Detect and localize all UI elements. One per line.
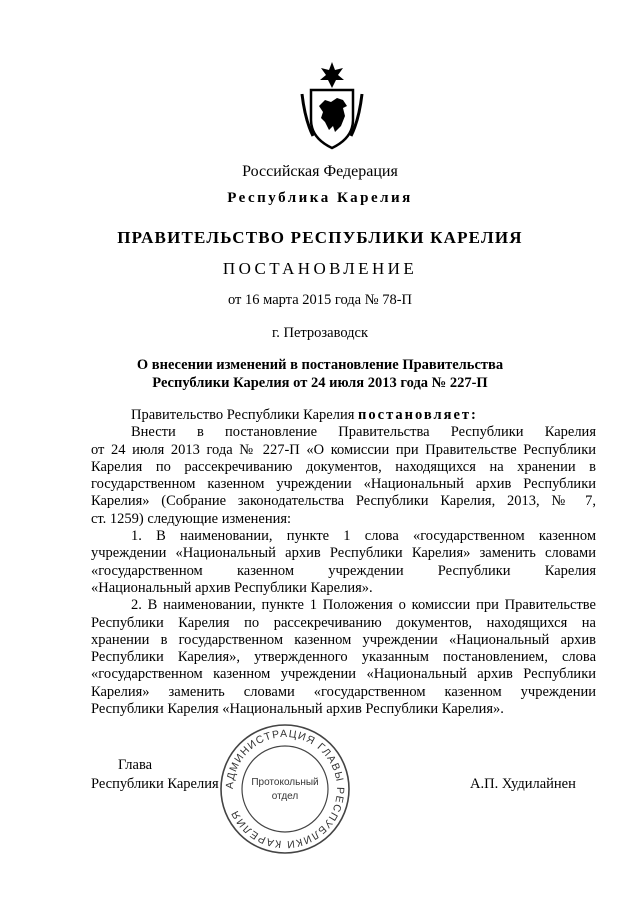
body-line: 1. В наименовании, пункте 1 слова «государственном казенном: [131, 528, 596, 545]
signatory-name: А.П. Худилайнен: [470, 776, 576, 792]
body-line: 2. В наименовании, пункте 1 Положения о комиссии при Правительстве: [131, 597, 596, 614]
body-line: Республики Карелия по рассекречиванию документов, находящихся на: [91, 614, 596, 631]
intro-line: [91, 407, 596, 424]
country-name: Российская Федерация: [242, 163, 398, 180]
body-line: «государственном казенном учреждении «Национальный архив Республики: [91, 666, 596, 683]
republic-name: Республика Карелия: [227, 190, 413, 206]
signatory-title-line2: Республики Карелия: [91, 776, 219, 792]
body-line: Республики Карелия «Национальный архив Республики Карелия».: [91, 701, 504, 718]
stamp-inner-line2: отдел: [271, 791, 299, 802]
karelia-coat-of-arms-icon: [299, 60, 365, 150]
body-line: учреждении «Национальный архив Республики Карелия» заменить словами: [91, 545, 596, 562]
document-title: [110, 356, 530, 392]
government-name: ПРАВИТЕЛЬСТВО РЕСПУБЛИКИ КАРЕЛИЯ: [117, 228, 523, 247]
body-line: Внести в постановление Правительства Республики Карелия: [131, 424, 596, 441]
body-line: Карелия» (Собрание законодательства Республики Карелия, 2013, № 7,: [91, 493, 596, 510]
document-body: [91, 407, 596, 718]
body-line: от 24 июля 2013 года № 227-П «О комиссии при Правительстве Республики: [91, 441, 596, 458]
body-line: Республики Карелия», утвержденного указанным постановлением, слова: [91, 649, 596, 666]
intro-prefix: Правительство Республики Карелия: [131, 407, 355, 423]
document-type: ПОСТАНОВЛЕНИЕ: [222, 259, 418, 278]
body-line: хранении в государственном казенном учреждении «Национальный архив: [91, 631, 596, 648]
body-line: «государственном казенном учреждении Республики Карелия: [91, 562, 596, 579]
body-line: государственном казенном учреждении «Национальный архив Республики: [91, 476, 596, 493]
signatory-title-line1: Глава: [118, 757, 153, 773]
official-stamp: [218, 722, 352, 856]
body-line: Карелия» заменить словами «государственном казенном учреждении: [91, 683, 596, 700]
intro-keyword: постановляет:: [358, 407, 478, 423]
body-line: ст. 1259) следующие изменения:: [91, 510, 292, 527]
title-line: О внесении изменений в постановление Правительства: [136, 357, 504, 373]
stamp-inner-line1: Протокольный: [251, 777, 319, 788]
document-date-number: от 16 марта 2015 года № 78-П: [227, 292, 413, 308]
stamp-outer-text: АДМИНИСТРАЦИЯ ГЛАВЫ РЕСПУБЛИКИ КАРЕЛИЯ: [223, 727, 347, 851]
document-city: г. Петрозаводск: [271, 325, 369, 341]
title-line: Республики Карелия от 24 июля 2013 года № 227-П: [152, 375, 488, 391]
body-line: Карелия по рассекречиванию документов, находящихся на хранении в: [91, 458, 596, 475]
body-line: «Национальный архив Республики Карелия».: [91, 579, 373, 596]
